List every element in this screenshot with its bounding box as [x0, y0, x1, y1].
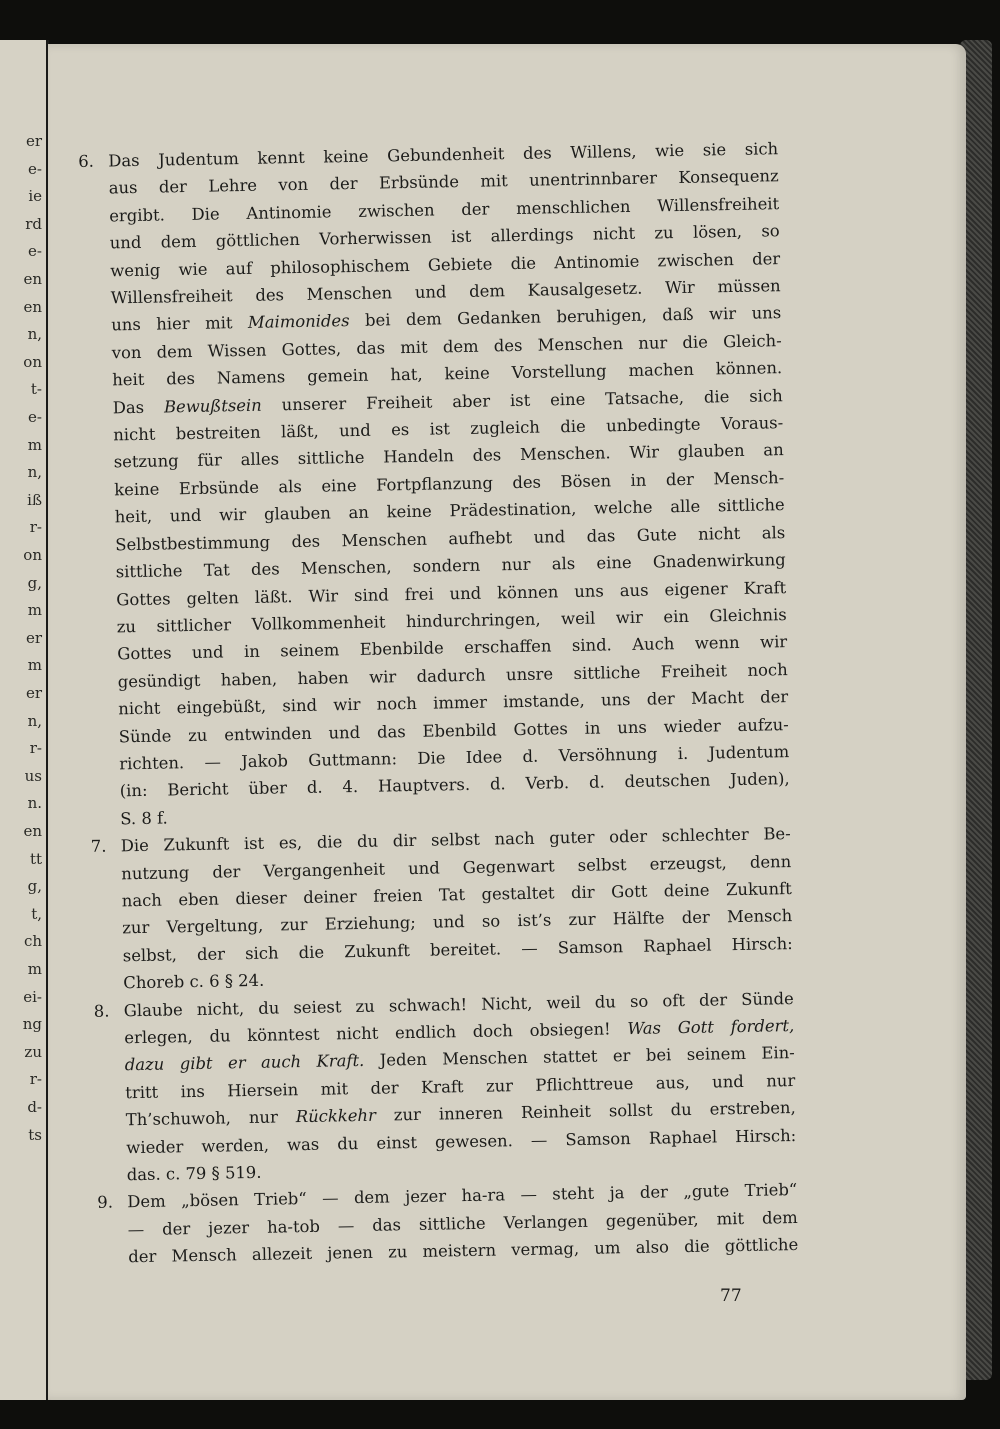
left-page-fragment: e- [28, 159, 42, 178]
left-page-fragment: zu [24, 1042, 42, 1061]
left-page-fragment: g, [27, 877, 42, 896]
note-number: 9. [97, 1192, 114, 1213]
text-line: nicht eingebüßt, sind wir noch immer imstande, uns der Macht der [118, 687, 789, 719]
text-line: heit, und wir glauben an keine Prädestination, welche alle sittliche [114, 495, 785, 527]
note-body [121, 820, 794, 997]
text-line: das. c. 79 § 519. [126, 1162, 262, 1185]
text-line: S. 8 f. [120, 808, 168, 829]
left-page-fragment: ie [28, 187, 42, 206]
left-page-fragment: on [23, 352, 42, 371]
left-page-fragment: ei- [23, 987, 42, 1006]
text-line: selbst, der sich die Zukunft bereitet. — Samson Raphael Hirsch: [122, 933, 793, 966]
text-line: Das Bewußtsein unserer Freiheit aber ist eine Tatsache, die sich [112, 385, 783, 418]
left-page-fragment: en [23, 270, 42, 288]
left-page-fragment: iß [27, 490, 42, 509]
left-page-fragment: r- [29, 739, 42, 758]
left-page-fragment: ng [22, 1015, 42, 1034]
left-page-edge [0, 40, 49, 1400]
left-page-fragment: rd [25, 214, 42, 233]
left-page-fragment: ch [23, 932, 42, 951]
text-line: uns hier mit Maimonides bei dem Gedanken beruhigen, daß wir uns [111, 303, 782, 335]
note-item [91, 820, 794, 997]
text-line: von dem Wissen Gottes, das mit dem des Menschen nur die Gleich- [111, 330, 782, 363]
text-line: der Mensch allezeit jenen zu meistern vermag, um also die göttliche [128, 1235, 799, 1267]
left-page-fragment: m [27, 601, 42, 620]
text-line: und dem göttlichen Vorherwissen ist allerdings nicht zu lösen, so [109, 221, 780, 253]
left-page-fragment: ts [28, 1125, 42, 1144]
text-line: tritt ins Hiersein mit der Kraft zur Pflichttreue aus, und nur [125, 1070, 796, 1103]
note-body [124, 985, 797, 1189]
text-line: zur Vergeltung, zur Erziehung; und so ist’s zur Hälfte der Mensch [122, 906, 793, 938]
left-page-fragment: g, [27, 573, 42, 592]
text-line: Gottes gelten läßt. Wir sind frei und können uns aus eigener Kraft [116, 577, 787, 609]
page-text [78, 135, 798, 1271]
text-line: gesündigt haben, haben wir dadurch unsre sittliche Freiheit noch [117, 659, 788, 692]
left-page-fragment: er [25, 628, 42, 647]
left-page-fragment: r- [29, 518, 42, 537]
text-line: Th’schuwoh, nur Rückkehr zur inneren Reinheit sollst du erstreben, [125, 1098, 796, 1130]
text-line: aus der Lehre von der Erbsünde mit unentrinnbarer Konsequenz [108, 166, 779, 198]
note-number: 8. [93, 1001, 110, 1021]
note-item [97, 1176, 798, 1271]
text-line: Choreb c. 6 § 24. [123, 970, 265, 993]
left-page-fragment: t- [30, 380, 42, 399]
left-page-fragment: d- [27, 1098, 42, 1116]
text-line: — der jezer ha-tob — das sittliche Verlangen gegenüber, mit dem [127, 1207, 798, 1240]
note-body [108, 135, 790, 832]
book-page [48, 44, 966, 1400]
left-page-fragment: n. [27, 794, 42, 813]
left-page-fragment: n, [27, 711, 42, 730]
text-line: richten. — Jakob Guttmann: Die Idee d. Versöhnung i. Judentum [119, 742, 790, 774]
note-body [127, 1176, 798, 1270]
text-line: nutzung der Vergangenheit und Gegenwart selbst erzeugst, denn [121, 851, 792, 883]
note-number: 6. [78, 151, 95, 171]
text-line: ergibt. Die Antinomie zwischen der menschlichen Willensfreiheit [109, 193, 780, 226]
text-line: nach eben dieser deiner freien Tat gestaltet dir Gott deine Zukunft [121, 879, 792, 911]
note-item [94, 985, 797, 1190]
left-page-fragment: er [25, 684, 42, 702]
left-page-fragment: r- [29, 1070, 42, 1089]
text-line: wieder werden, was du einst gewesen. — Samson Raphael Hirsch: [126, 1125, 797, 1157]
text-line: dazu gibt er auch Kraft. Jeden Menschen stattet er bei seinem Ein- [124, 1043, 795, 1075]
text-line: nicht bestreiten läßt, und es ist zugleich die unbedingte Voraus- [113, 413, 784, 445]
left-page-fragment: n, [27, 463, 42, 482]
text-line: Willensfreiheit des Menschen und dem Kausalgesetz. Wir müssen [110, 276, 781, 308]
text-line: Dem „bösen Trieb“ — dem jezer ha-ra — steht ja der „gute Trieb“ [127, 1180, 798, 1212]
text-line: Die Zukunft ist es, die du dir selbst nach guter oder schlechter Be- [120, 824, 791, 856]
left-page-fragment: m [27, 656, 42, 675]
left-page-fragment: e- [28, 242, 42, 261]
text-line: zu sittlicher Vollkommenheit hindurchringen, weil wir ein Gleichnis [116, 604, 787, 637]
left-page-fragment: m [27, 435, 42, 454]
left-page-fragment: tt [29, 849, 42, 868]
left-page-fragment: on [23, 546, 42, 564]
left-page-fragment: er [25, 132, 42, 150]
left-page-fragment: en [23, 297, 42, 316]
text-line: Glaube nicht, du seiest zu schwach! Nicht, weil du so oft der Sünde [123, 988, 794, 1020]
page-number: 77 [720, 1286, 742, 1306]
text-line: Das Judentum kennt keine Gebundenheit des Willens, wie sie sich [108, 139, 779, 171]
text-line: Sünde zu entwinden und das Ebenbild Gottes in uns wieder aufzu- [118, 714, 789, 746]
left-page-fragment: us [24, 766, 42, 785]
text-line: wenig wie auf philosophischem Gebiete die Antinomie zwischen der [110, 248, 781, 281]
left-page-fragment: n, [27, 325, 42, 344]
note-number: 7. [90, 836, 107, 857]
text-line: erlegen, du könntest nicht endlich doch obsiegen! Was Gott fordert, [124, 1016, 795, 1048]
left-page-fragment: t, [31, 904, 42, 923]
text-line: heit des Namens gemein hat, keine Vorstellung machen können. [112, 358, 783, 390]
text-line: (in: Bericht über d. 4. Hauptvers. d. Verb. d. deutschen Juden), [119, 769, 790, 801]
left-page-fragment: e- [28, 408, 42, 426]
left-page-fragment: m [27, 960, 42, 978]
note-item [78, 135, 790, 833]
text-line: Gottes und in seinem Ebenbilde erschaffen sind. Auch wenn wir [117, 632, 788, 664]
text-line: sittliche Tat des Menschen, sondern nur als eine Gnadenwirkung [115, 550, 786, 582]
text-line: keine Erbsünde als eine Fortpflanzung des Bösen in der Mensch- [114, 467, 785, 500]
text-line: Selbstbestimmung des Menschen aufhebt und das Gute nicht als [115, 522, 786, 555]
text-line: setzung für alles sittliche Handeln des Menschen. Wir glauben an [113, 440, 784, 472]
left-page-fragment: en [23, 822, 42, 840]
